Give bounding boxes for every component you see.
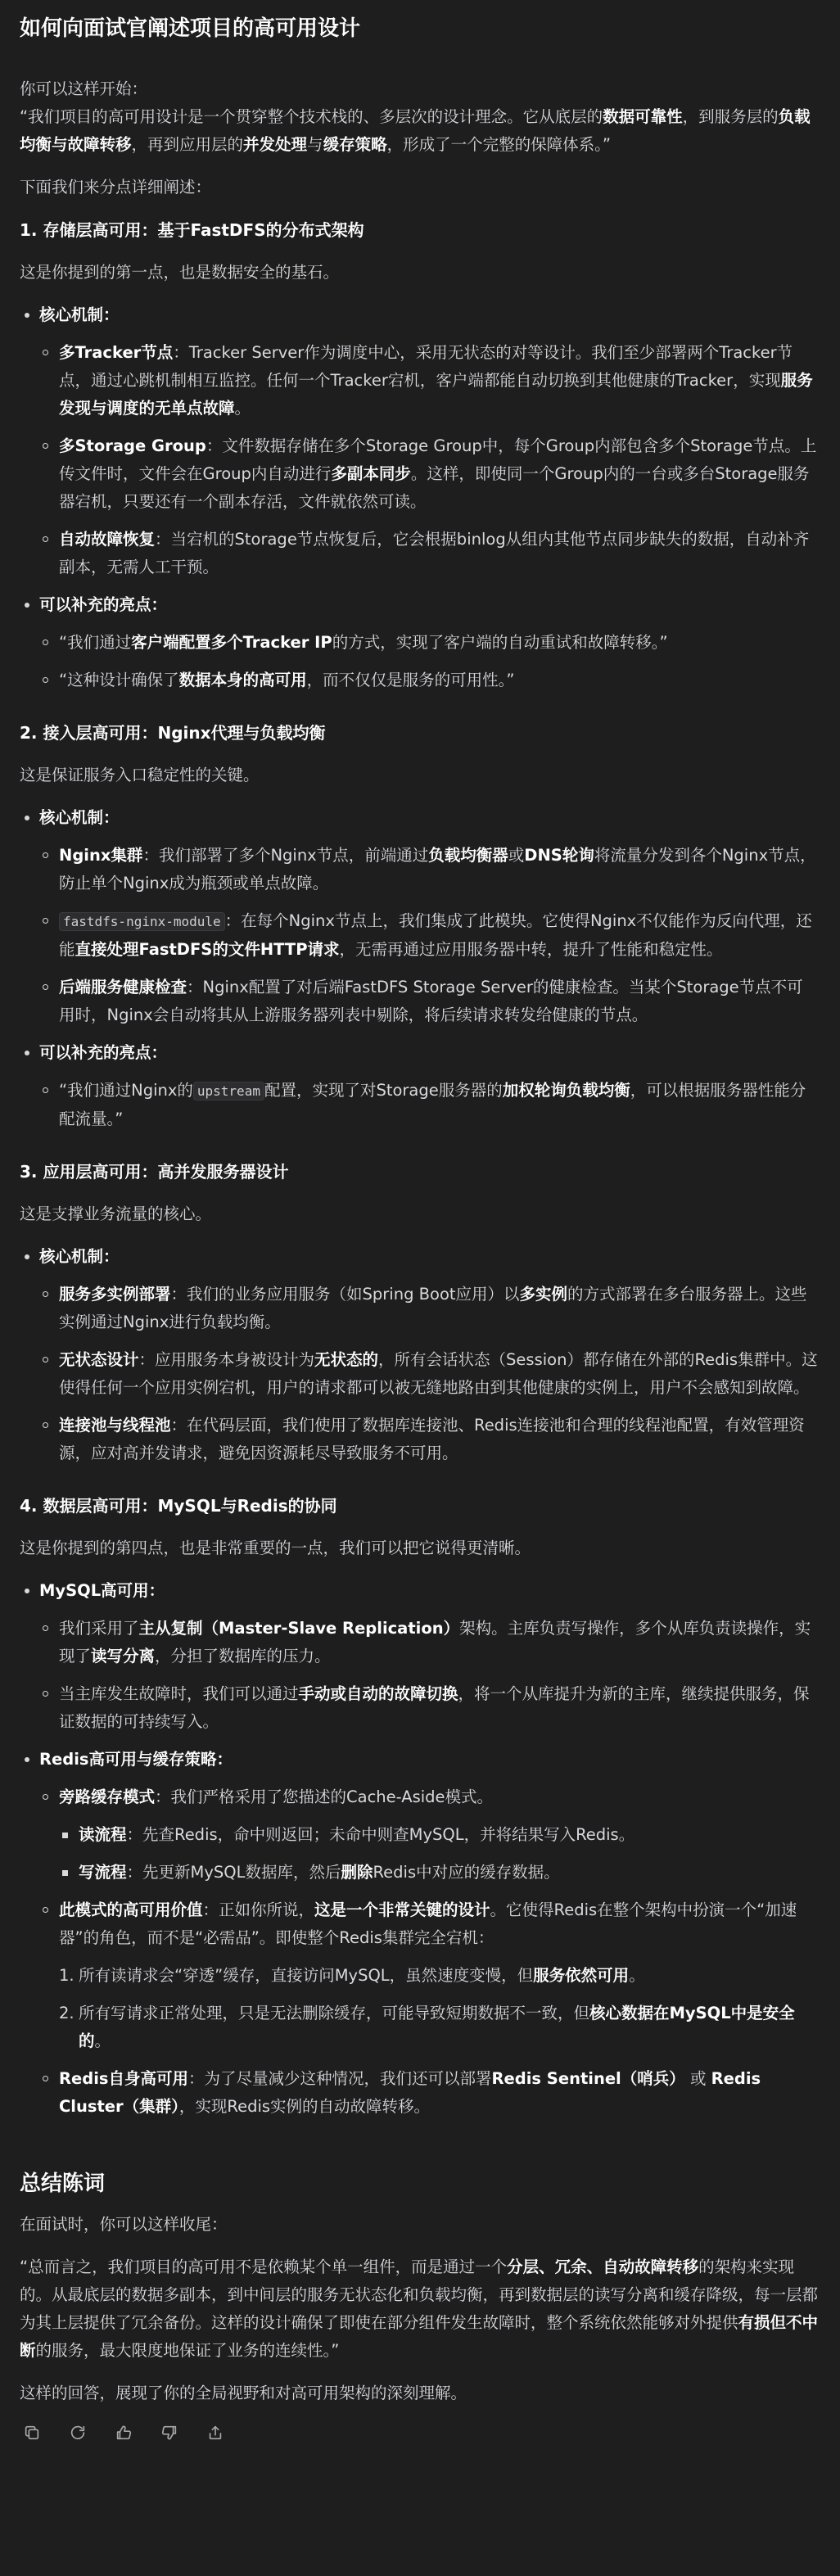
text-run: ：在每个Nginx节点上，我们集成了此模块。它使得Nginx不仅能作为反向代理，还能 [59,911,812,959]
group-mysql: MySQL高可用： 我们采用了主从复制（Master-Slave Replication）架构。主库负责写操作，多个从库负责读操作，实现了读写分离，分担了数据库的压力。 当主库发生故障时，我们可以通过手动或自动的故障切换，将一个从库提升为新的主库，继续提供服务，保证数据的可持续写入。 [20,1577,819,1736]
group-items [39,1281,819,1467]
bold-text: 负载均衡器 [428,846,508,865]
group-redis: Redis高可用与缓存策略： 旁路缓存模式：我们严格采用了您描述的Cache-Aside模式。 读流程：先查Redis，命中则返回；未命中则查MySQL，并将结果写入Redis。 写流程：先更新MySQL数据库，然后删除Redis中对应的缓存数据。 此模式的高可用价值：正如你所说，这是一个非常关键的设计。它使得Redis在整个架构中扮演一个“加速器”的角色，而不是“必需品”。即使整个Redis集群完全宕机： 1. 所有读请求会“穿透”缓存，直接访问MySQL，虽然速度变慢，但服务依然可用。 2. 所有写请求正常处理，只是无法删除缓存，可能导致短期数据不一致，但核心数据在MySQL中是安全的。 Redis自身高可用：为了尽量减少这种情况，我们还可以部署Redis Sentinel（哨兵） 或 Redis Cluster（集群），实现Redis实例的自动故障转移。 [20,1746,819,2121]
group-item: 可以补充的亮点： “我们通过Nginx的 upstream 配置，实现了对Storage服务器的加权轮询负载均衡，可以根据服务器性能分配流量。” [20,1039,819,1133]
cache-aside-item [59,1787,493,1806]
redis-self-ha-item [59,2069,761,2116]
redis-items [39,1783,819,2121]
share-icon[interactable] [205,2422,226,2443]
text-run: “总而言之，我们项目的高可用不是依赖某个单一组件，而是通过一个 [20,2257,508,2276]
text-run: 将流量分发到各个Nginx节点，防止单个Nginx成为瓶颈或单点故障。 [59,846,816,893]
group-items [39,339,819,581]
intro-quote [20,103,819,159]
text-run: 。这样，即使同一个Group内的一台或多台Storage服务器宕机，只要还有一个副本存活，文件就依然可读。 [59,464,810,511]
text-run: 所有读请求会“穿透”缓存，直接访问MySQL，虽然速度变慢，但 [79,1966,534,1985]
text-run: 的方式，实现了客户端的自动重试和故障转移。” [332,633,668,652]
bold-text: 加权轮询负载均衡 [502,1081,630,1100]
section-heading: 3. 应用层高可用：高并发服务器设计 [20,1162,289,1182]
text-run: ：在代码层面，我们使用了数据库连接池、Redis连接池和合理的线程池配置，有效管理资源，应对高并发请求，避免因资源耗尽导致服务不可用。 [59,1416,805,1462]
bold-text: 负载均衡与故障转移 [20,107,811,154]
text-run: “这种设计确保了 [59,671,179,689]
list-item [39,1346,819,1402]
bold-text: 读流程 [79,1825,127,1844]
text-run: “我们通过Nginx的 [59,1081,193,1100]
section-heading: 1. 存储层高可用：基于FastDFS的分布式架构 [20,220,364,240]
summary-section [20,2168,819,2407]
text-run: ：为了尽量减少这种情况，我们还可以部署 [188,2069,492,2088]
text-run: 的架构来实现的。从最底层的数据多副本，到中间层的服务无状态化和负载均衡，再到数据层的读写分离和缓存降级，每一层都为其上层提供了冗余备份。这样的设计确保了即使在部分组件发生故障时，整个系统依然能够对外提供 [20,2257,819,2332]
intro-next: 下面我们来分点详细阐述： [20,178,212,197]
list-item [39,974,819,1029]
section-desc: 这是你提到的第一点，也是数据安全的基石。 [20,263,340,282]
group-label: 核心机制 [39,305,104,324]
group-items [39,1077,819,1133]
list-item [39,907,819,964]
text-run: 。 [629,1966,645,1985]
bold-text: 多副本同步 [331,464,411,483]
list-item [39,1680,819,1736]
section-desc: 这是保证服务入口稳定性的关键。 [20,766,260,784]
list-item [39,1783,819,1887]
section-4-list [20,1577,819,2121]
section-1 [20,216,819,719]
text-run: 所有写请求正常处理，只是无法删除缓存，可能导致短期数据不一致，但 [79,2004,590,2022]
section-list [20,1243,819,1467]
group-item: 可以补充的亮点： “我们通过客户端配置多个Tracker IP的方式，实现了客户端的自动重试和故障转移。” “这种设计确保了数据本身的高可用，而不仅仅是服务的可用性。” [20,591,819,694]
text-run: 与 [307,135,323,154]
section-heading: 4. 数据层高可用：MySQL与Redis的协同 [20,1496,337,1516]
bold-text: 这是一个非常关键的设计 [314,1900,490,1919]
list-item [39,432,819,516]
group-label: 可以补充的亮点 [39,595,151,614]
text-run: ，形成了一个完整的保障体系。” [386,135,611,154]
text-run: ：我们严格采用了您描述的Cache-Aside模式。 [155,1787,494,1806]
sections [20,216,819,1492]
summary-lead: 在面试时，你可以这样收尾： [20,2215,228,2234]
text-run: 我们采用了 [59,1619,139,1638]
text-run: ：我们部署了多个Nginx节点，前端通过 [142,846,429,865]
text-run: 。 [94,2031,111,2050]
group-item: 核心机制： 多Tracker节点：Tracker Server作为调度中心，采用无状态的对等设计。我们至少部署两个Tracker节点，通过心跳机制相互监控。任何一个Tracker宕机，客户端都能自动切换到其他健康的Tracker，实现服务发现与调度的无单点故障。 多Storage Group：文件数据存储在多个Storage Group中，每个Group内部包含多个Storage节点。上传文件时，文件会在Group内自动进行多副本同步。这样，即使同一个Group内的一台或多台Storage服务器宕机，只要还有一个副本存活，文件就依然可读。 自动故障恢复：当宕机的Storage节点恢复后，它会根据binlog从组内其他节点同步缺失的数据，自动补齐副本，无需人工干预。 [20,301,819,581]
summary-closing: 这样的回答，展现了你的全局视野和对高可用架构的深刻理解。 [20,2384,467,2402]
bold-text: 分层、冗余、自动故障转移 [507,2257,699,2276]
text-run: 当主库发生故障时，我们可以通过 [59,1684,299,1703]
bold-text: 多实例 [519,1285,568,1304]
section-desc: 这是支撑业务流量的核心。 [20,1204,212,1223]
inline-code: upstream [193,1082,264,1100]
bold-text: 读写分离 [91,1647,156,1665]
list-item [39,1896,819,2055]
group-label: Redis高可用与缓存策略 [39,1750,217,1769]
text-run: ：Tracker Server作为调度中心，采用无状态的对等设计。我们至少部署两个Tracker节点，通过心跳机制相互监控。任何一个Tracker宕机，客户端都能自动切换到其他健康的Tracker，实现 [59,343,793,390]
mysql-items [39,1615,819,1736]
thumbs-down-icon[interactable] [159,2422,180,2443]
bold-text: 旁路缓存模式 [59,1787,156,1806]
text-run: ，无需再通过应用服务器中转，提升了性能和稳定性。 [339,940,723,959]
group-item: 核心机制： 服务多实例部署：我们的业务应用服务（如Spring Boot应用）以多实例的方式部署在多台服务器上。这些实例通过Nginx进行负载均衡。 无状态设计：应用服务本身被设计为无状态的，所有会话状态（Session）都存储在外部的Redis集群中。这使得任何一个应用实例宕机，用户的请求都可以被无缝地路由到其他健康的实例上，用户不会感知到故障。 连接池与线程池：在代码层面，我们使用了数据库连接池、Redis连接池和合理的线程池配置，有效管理资源，应对高并发请求，避免因资源耗尽导致服务不可用。 [20,1243,819,1467]
bold-text: 此模式的高可用价值 [59,1900,203,1919]
bold-text: Redis Sentinel（哨兵） [491,2069,685,2088]
group-items [39,629,819,694]
text-run: ，而不仅仅是服务的可用性。” [306,671,515,689]
bold-text: 手动或自动的故障切换 [298,1684,458,1703]
group-label: MySQL高可用 [39,1581,149,1600]
bold-text: 数据可靠性 [603,107,683,126]
text-run: 。它使得Redis在整个架构中扮演一个“加速器”的角色，而不是“必需品”。即使整个Redis集群完全宕机： [59,1900,797,1947]
page-title: 如何向面试官阐述项目的高可用设计 [20,16,361,41]
text-run: ，可以根据服务器性能分配流量。” [59,1081,806,1128]
text-run: ：先更新MySQL数据库，然后 [126,1863,341,1882]
text-run: ：文件数据存储在多个Storage Group中，每个Group内部包含多个Storage节点。上传文件时，文件会在Group内自动进行 [59,436,817,483]
text-run: “我们通过 [59,633,132,652]
section-list [20,804,819,1133]
bold-text: 多Storage Group [59,436,206,455]
bold-text: 自动故障恢复 [59,530,156,549]
section-2 [20,719,819,1158]
bold-text: 后端服务健康检查 [59,978,187,997]
message-toolbar [20,2422,819,2443]
bold-text: 删除 [341,1863,373,1882]
regenerate-icon[interactable] [67,2422,88,2443]
text-run: ，再到应用层的 [131,135,244,154]
intro-lead: 你可以这样开始： [20,79,148,98]
text-run: 的方式部署在多台服务器上。这些实例通过Nginx进行负载均衡。 [59,1285,807,1331]
list-item [39,1412,819,1467]
text-run: ，将一个从库提升为新的主库，继续提供服务，保证数据的可持续写入。 [59,1684,810,1731]
list-number: 2. [59,2004,75,2022]
bold-text: 缓存策略 [323,135,387,154]
bold-text: DNS轮询 [524,846,594,865]
redis-cases [59,1962,819,2055]
text-run: 或 [684,2069,711,2088]
group-item: 核心机制： Nginx集群：我们部署了多个Nginx节点，前端通过负载均衡器或DNS轮询将流量分发到各个Nginx节点，防止单个Nginx成为瓶颈或单点故障。 fastdfs-nginx-module ：在每个Nginx节点上，我们集成了此模块。它使得Nginx不仅能作为反向代理，还能直接处理FastDFS的文件HTTP请求，无需再通过应用服务器中转，提升了性能和稳定性。 后端服务健康检查：Nginx配置了对后端FastDFS Storage Server的健康检查。当某个Storage节点不可用时，Nginx会自动将其从上游服务器列表中剔除，将后续请求转发给健康的节点。 [20,804,819,1029]
text-run: Redis中对应的缓存数据。 [373,1863,560,1882]
group-label: 核心机制 [39,1247,104,1266]
text-run: ，分担了数据库的压力。 [155,1647,331,1665]
list-item [39,526,819,581]
text-run: 或 [508,846,525,865]
case-item [59,1962,819,1990]
list-item [39,339,819,423]
case-text [79,1966,645,1985]
case-item [59,2000,819,2055]
list-item [39,1615,819,1670]
text-run: 配置，实现了对Storage服务器的 [264,1081,503,1100]
bold-text: 有损但不中断 [20,2313,819,2360]
bold-text: 客户端配置多个Tracker IP [131,633,332,652]
text-run: ，到服务层的 [682,107,779,126]
summary-quote [20,2253,819,2365]
bold-text: Redis自身高可用 [59,2069,188,2088]
bold-text: 直接处理FastDFS的文件HTTP请求 [75,940,340,959]
list-item [39,1077,819,1133]
bold-text: 服务依然可用 [533,1966,630,1985]
bold-text: 并发处理 [243,135,308,154]
section-4 [20,1492,819,2121]
group-items [39,842,819,1029]
group-label: 核心机制 [39,808,104,827]
list-item [39,667,819,694]
list-item [39,1281,819,1336]
section-3 [20,1158,819,1492]
copy-icon[interactable] [21,2422,43,2443]
case-text [79,2004,795,2050]
text-run: ：先查Redis，命中则返回；未命中则查MySQL，并将结果写入Redis。 [126,1825,635,1844]
redis-flows [59,1821,819,1887]
bold-text: 服务发现与调度的无单点故障 [59,371,813,418]
ha-value-item [59,1900,797,1947]
flow-item [59,1821,819,1849]
text-run: ：应用服务本身被设计为 [138,1350,315,1369]
list-item [39,842,819,897]
bold-text: 无状态的 [314,1350,379,1369]
text-run: 架构。主库负责写操作，多个从库负责读操作，实现了 [59,1619,811,1665]
text-run: “我们项目的高可用设计是一个贯穿整个技术栈的、多层次的设计理念。它从底层的 [20,107,603,126]
bold-text: 数据本身的高可用 [178,671,307,689]
inline-code: fastdfs-nginx-module [59,912,225,931]
bold-text: 核心数据在MySQL中是安全的 [79,2004,795,2050]
bold-text: Nginx集群 [59,846,143,865]
list-item [39,629,819,657]
bold-text: 写流程 [79,1863,127,1882]
bold-text: 服务多实例部署 [59,1285,171,1304]
text-run: ：我们的业务应用服务（如Spring Boot应用）以 [170,1285,520,1304]
summary-heading: 总结陈词 [20,2172,106,2196]
text-run: ，所有会话状态（Session）都存储在外部的Redis集群中。这使得任何一个应用实例宕机，用户的请求都可以被无缝地路由到其他健康的实例上，用户不会感知到故障。 [59,1350,818,1397]
bold-text: 主从复制（Master-Slave Replication） [138,1619,460,1638]
section-heading: 2. 接入层高可用：Nginx代理与负载均衡 [20,723,326,743]
text-run: 的服务，最大限度地保证了业务的连续性。” [35,2341,340,2360]
bold-text: 多Tracker节点 [59,343,174,362]
text-run: ：Nginx配置了对后端FastDFS Storage Server的健康检查。当某个Storage节点不可用时，Nginx会自动将其从上游服务器列表中剔除，将后续请求转发给健康的节点。 [59,978,803,1024]
text-run: ，实现Redis实例的自动故障转移。 [178,2097,431,2116]
text-run: ：正如你所说， [202,1900,315,1919]
bold-text: 连接池与线程池 [59,1416,171,1435]
list-number: 1. [59,1966,75,1985]
section-list [20,301,819,694]
flow-item [59,1859,819,1887]
bold-text: Redis Cluster（集群） [59,2069,761,2116]
thumbs-up-icon[interactable] [113,2422,134,2443]
list-item [39,2065,819,2121]
group-label: 可以补充的亮点 [39,1043,151,1062]
text-run: 。 [234,399,251,418]
text-run: ：当宕机的Storage节点恢复后，它会根据binlog从组内其他节点同步缺失的数据，自动补齐副本，无需人工干预。 [59,530,810,576]
section-desc: 这是你提到的第四点，也是非常重要的一点，我们可以把它说得更清晰。 [20,1539,531,1557]
bold-text: 无状态设计 [59,1350,139,1369]
